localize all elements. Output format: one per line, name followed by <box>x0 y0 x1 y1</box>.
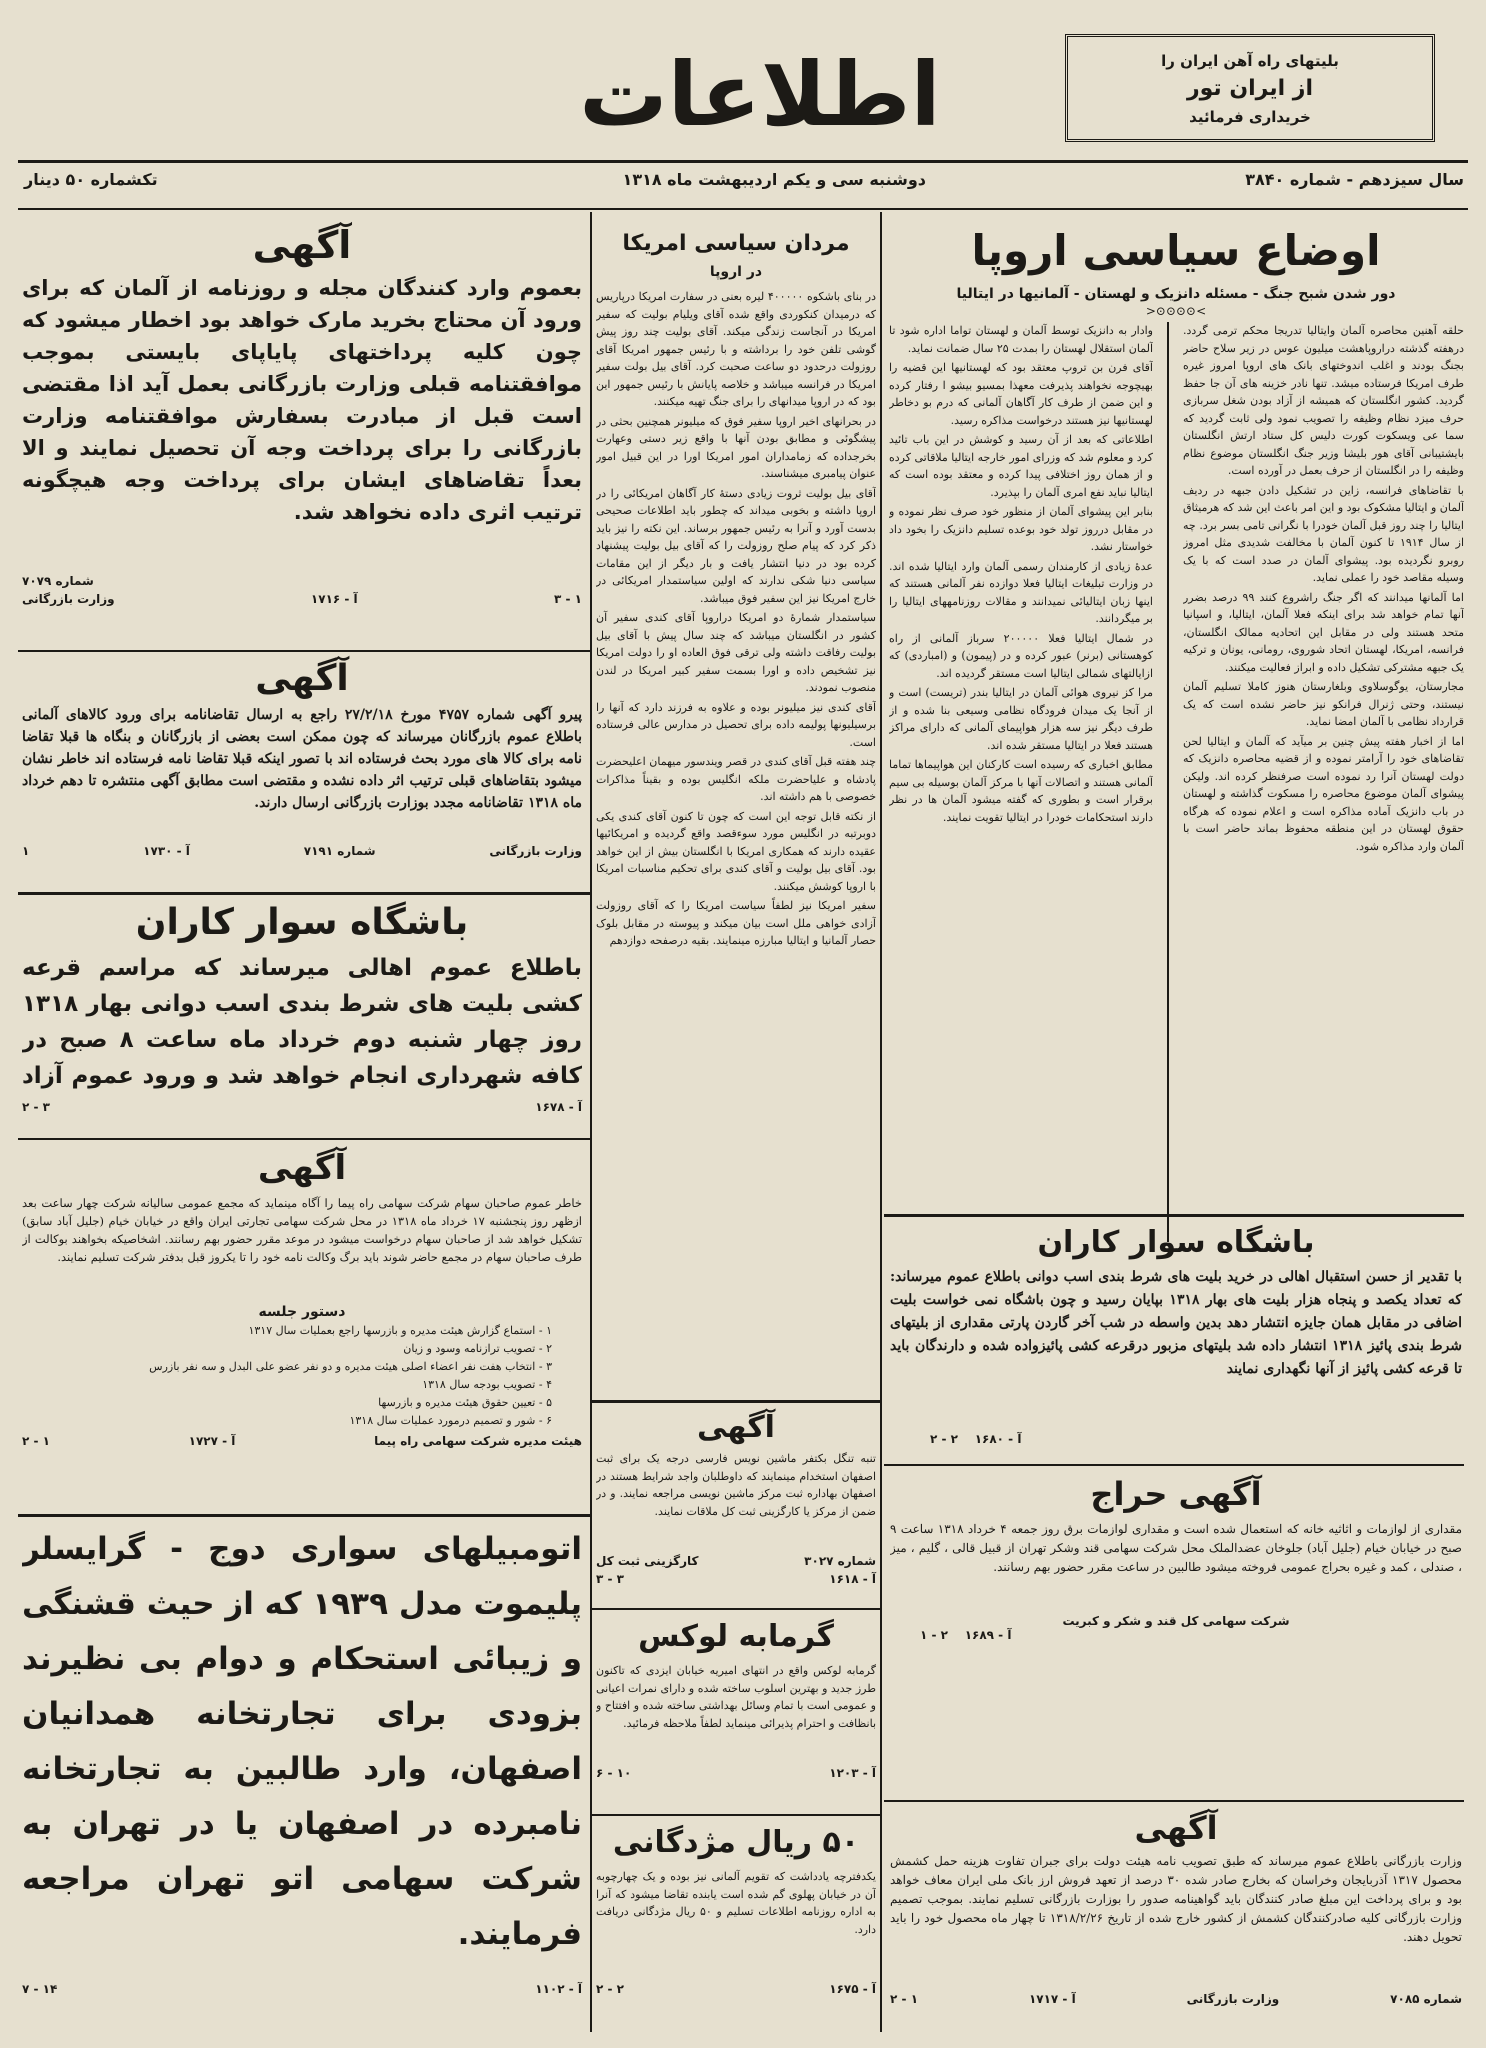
top-rule <box>18 160 1468 163</box>
german-goods-ad <box>22 654 582 894</box>
riders-club-ad <box>22 896 582 1136</box>
automobile-ad <box>22 1522 582 2032</box>
column-middle <box>596 214 876 1394</box>
commerce-ad-body: وزارت بازرگانی باطلاع عموم میرساند که طبق تصویب نامه هیئت دولت برای جبران تفاوت هزینه حمل کشمش محصول ۱۳۱۷ آذربایجان وخراسان که بخارج صادر شده ۳۰ درصد از تعهد فروش ارز بانک ملی ایران معاف خواهد بود و برای پرداخت این مبلغ صادر کنندگان باید گواهینامه صدور را بوزارت بازرگانی تسلیم نمایند. بموجب تصمیم وزارت بازرگانی کلیه صادرکنندگان کشمش از کشور خارج شده از تاریخ ۱۳۱۸/۲/۲۶ تا چهار ماه محصول خود را باید تحویل دهند. <box>890 1854 1462 1944</box>
dateline-issue: سال سیزدهم - شماره ۳۸۴۰ <box>1245 170 1464 189</box>
section-rule <box>592 1814 880 1816</box>
paragraph: چند هفته قبل آقای کندی در قصر ویندسور میهمان اعلیحضرت پادشاه و علیاحضرت ملکه انگلیس بوده و بقیناً مذاکرات خصوصی با هم داشته اند. <box>596 755 876 803</box>
typist-ad-footer-2 <box>596 1572 876 1586</box>
ad-code: آ - ۱۷۲۷ <box>188 1434 236 1448</box>
dateline-rule <box>18 208 1468 210</box>
ornament-divider: >⊙⊙⊙⊙< <box>1145 304 1207 318</box>
americans-headline: مردان سیاسی امریکا <box>622 231 850 256</box>
magazine-ad-title: آگهی <box>252 223 352 267</box>
ad-code: آ - ۱۶۸۹ <box>964 1628 1012 1642</box>
paragraph: سفیر امریکا نیز لطفاً سیاست امریکا را که آقای روزولت آزادی خواهی ملل است بیان میکند و پیوسته در مقابل بلوک حصار آلمانیا و ایتالیا مبارزه مینمایند. بقیه درصفحه دوازدهم <box>596 899 876 947</box>
section-rule <box>884 1800 1464 1802</box>
paragraph: سیاستمدار شمارۀ دو امریکا دراروپا آقای کندی سفیر آن کشور در انگلستان میباشد که چند سال پیش با آقای بیل بولیت رفاقت داشته ولی ترقی فوق العاده او را دولت امریکا نیز تشخیص داده و اورا بسمت سفیر کبیر امریکا در لندن منصوب نمودند. <box>596 611 876 694</box>
ad-ref: شماره ۷۱۹۱ <box>303 844 376 858</box>
section-rule <box>18 650 590 652</box>
paragraph: مرا کز نیروی هوائی آلمان در ایتالیا بندر (تریست) است و از آنجا یک میدان فرودگاه نظامی وسیعی بنا شده و از طرف دیگر نیز سه هزار هواپیمای آلمانی که دارای مراکز هستند فعلا در ایتالیا مستقر شده اند. <box>889 686 1153 752</box>
reward-ad-title: ۵۰ ریال مژدگانی <box>612 1825 860 1860</box>
paragraph: اما آلمانها میدانند که اگر جنگ راشروع کنند ۹۹ درصد بضرر آنها تمام خواهد شد برای اینکه فعلا آلمان، ایتالیا، و اسپانیا متحد هستند ولی در مقابل این اتحادیه ممالک انگلستان، فرانسه، امریکا، لهستان اتحاد شوروی، رومانی، یونان و ترکیه یک جبهه مشترکی تشکیل داده و ابراز فعالیت میکنند. <box>1183 590 1464 674</box>
promo-line-3: خریداری فرمائید <box>1189 108 1311 126</box>
paragraph: مجارستان، یوگوسلاوی وبلغارستان هنوز کاملا تسلیم آلمان نیستند، وحتی ژنرال فرانکو نیز حاضر نشده است که یک قرارداد نظامی با آلمان امضا نماید. <box>1183 680 1464 728</box>
ad-code: آ - ۱۷۳۰ <box>143 844 190 858</box>
ad-org: وزارت بازرگانی <box>489 844 582 858</box>
paragraph: عدۀ زیادی از کارمندان رسمی آلمان وارد ایتالیا شده اند. در وزارت تبلیغات ایتالیا فعلا دوازده نفر آلمانی هستند که اینها زبان ایتالیائی نمیدانند و مقالات روزنامههای ایتالیا را بر میگردانند. <box>889 559 1153 625</box>
paragraph: اطلاعاتی که بعد از آن رسید و کوشش در این باب تائید کرد و معلوم شد که وزرای امور خارجه ایتالیا ملاقاتی کرده و از همان روز اختلافی پیدا کرده و معتقد بوده است که ایتالیا نباید نفع امری آلمان را بپذیرد. <box>889 433 1153 499</box>
dateline-date: دوشنبه سی و یکم اردیبهشت ماه ۱۳۱۸ <box>622 170 926 189</box>
german-goods-ad-title: آگهی <box>255 658 349 699</box>
ad-org: هیئت مدیره شرکت سهامی راه پیما <box>374 1434 582 1448</box>
section-rule <box>18 1138 590 1140</box>
bath-ad-body: گرمابه لوکس واقع در انتهای امیریه خیابان ایزدی که تاکنون طرز جدید و بهترین اسلوب ساخته شده و دارای نمرات اعیانی و عمومی است با تمام وسائل بهداشتی ساخته شده و افتتاح و بانظافت و احترام پذیرائی مینماید لطفاً ملاحظه فرمائید. <box>596 1664 876 1730</box>
riders-club-ad-title: باشگاه سوار کاران <box>135 902 469 943</box>
americans-article <box>596 288 876 1378</box>
automobile-ad-body: اتومبیلهای سواری دوج - گرایسلر پلیموت مدل ۱۹۳۹ که از حیث قشنگی و زیبائی استحکام و دوام بی نظیرند بزودی برای تجارتخانه همدانیان اصفهان، وارد طالبین به تجارتخانه نامبرده در اصفهان یا در تهران به شرکت سهامی اتو تهران مراجعه فرمایند. <box>22 1531 582 1952</box>
ad-seq: ۱ - ۲ <box>22 1434 50 1448</box>
ad-seq: ۱ - ۲ <box>920 1628 948 1642</box>
riders-club-ad-2 <box>890 1220 1462 1460</box>
agenda-item: ۵ - تعیین حقوق هیئت مدیره و بازرسها <box>378 1396 552 1409</box>
paragraph: در بحرانهای اخیر اروپا سفیر فوق که میلیونر همچنین بحثی در پیشگوئی و مطابق بودن آنها با واقع زیر دستی وعهارت بخرجداده که زمامداران امور امریکا اورا در این قبیل امور عنوان پیامبری میشناسند. <box>596 414 876 480</box>
agenda-item: ۴ - تصویب بودجه سال ۱۳۱۸ <box>422 1378 552 1391</box>
shareholders-ad-body: خاطر عموم صاحبان سهام شرکت سهامی راه پیما را آگاه مینماید که مجمع عمومی سالیانه شرکت چهار ساعت بعد ازظهر روز پنجشنبه ۱۷ خرداد ماه ۱۳۱۸ در محل شرکت سهامی تجارتی ایران واقع در خیابان خیام (جلیل آباد سابق) تشکیل خواهد شد از صاحبان سهام درخواست میشود در موعد مقرر حضور بهم رسانند. اشخاصیکه بخواهند بوکالت از طرف صاحبان سهام در مجمع حاضر شوند باید برگ وکالت نامه خود را تا یکروز قبل بدفتر شرکت تسلیم نمایند. <box>22 1196 582 1264</box>
paragraph: از نکته قابل توجه این است که چون تا کنون آقای کندی یکی دوبرتبه در انگلیس مورد سوءقصد واقع گردیده و امریکائیها عقیده دارند که همکاری امریکا با انگلستان بیش از این خواهد بود. آقای بیل بولیت و آقای کندی برای تحکیم مناسبات امریکا با اروپا کوشش میکنند. <box>596 809 876 893</box>
ad-seq: ۱ - ۲ <box>890 1992 919 2006</box>
ad-ref: شماره ۳۰۲۷ <box>804 1554 876 1568</box>
reward-ad-body: یکدفترچه یادداشت که تقویم آلمانی نیز بوده و یک چهارچوبه آن در خیابان پهلوی گم شده است یابنده تقاضا میشود که آنرا به اداره روزنامه اطلاعات تسلیم و ۵۰ ریال مژدگانی دریافت دارد. <box>596 1870 876 1936</box>
paragraph: آقای فرن بن تروپ معتقد بود که لهستانیها این قضیه را بهیچوجه نخواهند پذیرفت معهذا بمسیو بیشو ا رفتار کرده و این ضمن از طرف کار آگاهان آلمانی که درم بو دخاطر لهستانیها نیز هستند درخواست مذاکره رسید. <box>889 361 1153 427</box>
ad-seq: ۱ <box>22 844 30 858</box>
europe-article-col-b <box>889 322 1153 1242</box>
section-rule <box>884 1214 1464 1217</box>
masthead-title: اطلاعات <box>579 43 941 146</box>
reward-ad <box>596 1818 876 2028</box>
reward-ad-footer <box>596 1982 876 1996</box>
promo-line-2: از ایران تور <box>1186 76 1314 101</box>
promo-box <box>1065 34 1435 142</box>
magazine-ad-ref: شماره ۷۰۷۹ <box>22 574 94 588</box>
europe-headline: اوضاع سیاسی اروپا <box>971 226 1381 275</box>
bath-ad-title: گرمابه لوکس <box>638 1619 834 1654</box>
commerce-ad-title: آگهی <box>1134 1809 1218 1847</box>
agenda-item: ۲ - تصویب ترازنامه وسود و زیان <box>403 1342 552 1355</box>
bath-ad-footer <box>596 1766 876 1780</box>
auction-body: مقداری از لوازمات و اثاثیه خانه که استعمال شده است و مقداری لوازمات برق روز جمعه ۴ خرداد ۱۳۱۸ ساعت ۹ صبح در خیابان خیام (جلیل آباد) جلوخان عضدالملک محل شرکت سهامی قند وشکر تهران از قبیل قالی ، گلیم ، میز ، صندلی ، کمد و غیره بحراج عمومی فروخته میشود طالبین در ساعت مقرر حضور بهم رسانند. <box>890 1522 1462 1574</box>
paragraph: آقای بیل بولیت ثروت زیادی دستهٔ کار آگاهان امریکائی را در اروپا داشته و بخوبی میداند که چطور باید اطلاعات صحیحی بدست آورد و آنرا به رئیس جمهور برساند. این نکته را نیز باید ذکر کرد که پیام صلح روزولت را که آقای بیل بولیت پیشنهاد کرده بود در دنیا انتشار یافت و بار دیگر از این مقامات سیاسی دنیا شکی ندارند که اولین سیاستمدار امریکائی در خارج امریکا نیز این سفیر فوق میباشد. <box>596 486 876 605</box>
paragraph: در بنای باشکوه ۴۰۰۰۰۰ لیره بعنی در سفارت امریکا درپاریس که درمیدان کنکوردی واقع شده آقای ویلیام بولیت که سفیر امریکا در آنجاست زندگی میکند. آقای بولیت چند روز پیش گوشی تلفن خود را برداشته و با رئیس جمهور امریکا آقای روزولت درحدود دو ساعت صحبت کرد. آقای بیل بولت سفیر امریکا در فرانسه میباشد و خلاصه پایانش با رئیس جمهور این بود که در اروپا میدانهای را برای جنگ تهیه میکنند. <box>596 290 876 408</box>
paragraph: در شمال ایتالیا فعلا ۲۰۰۰۰۰ سرباز آلمانی از راه کوهستانی (برنر) عبور کرده و در (پیمون) و (امباردی) که ازایالتهای شمالی ایتالیا است مستقر گردیده اند. <box>889 631 1153 680</box>
riders-club-body: با تقدیر از حسن استقبال اهالی در خرید بلیت های شرط بندی اسب دوانی باطلاع عموم میرساند: که تعداد یکصد و پنجاه هزار بلیت های بهار ۱۳۱۸ بپایان رسید و چون باشگاه نمی خواست بلیت اضافی در مقابل همان جایزه انتشار دهد بدین واسطه در شب آخر گاردن پارتی مقداری از بلیتهای شرط بندی پائیز ۱۳۱۸ انتشار داده شد بلیتهای مزبور درقرعه کشی پائیزواده شده و دارندگان باید تا قرعه کشی پائیز از آنها نگهداری نمایند <box>890 1269 1462 1377</box>
section-rule <box>592 1608 880 1610</box>
ad-seq: ۶ - ۱۰ <box>596 1766 632 1780</box>
typist-ad-footer <box>596 1554 876 1568</box>
paragraph: وادار به دانزیک توسط آلمان و لهستان تواما اداره شود تا آلمان استقلال لهستان را بمدت ۲۵ سال ضمانت نماید. <box>889 324 1153 355</box>
commerce-ad-footer <box>890 1992 1462 2006</box>
agenda-title: دستور جلسه <box>258 1304 346 1320</box>
bath-ad <box>596 1612 876 1812</box>
ad-org: کارگزینی ثبت کل <box>596 1554 699 1568</box>
ad-ref: شماره ۷۰۸۵ <box>1390 1992 1462 2006</box>
riders-club-title: باشگاه سوار کاران <box>1037 1225 1315 1260</box>
paragraph: حلقه آهنین محاصره آلمان وایتالیا تدریجا محکم ترمی گردد. درهفته گذشته دراروپاهشت میلیون عوس در زیر سلاح حاضر بجنگ بودند و اغلب اندوختهای بانک های اروپا امروز غیره طرف امریکا فرستاده میشد. تنها نادر خزینه های آن جا حفظ گردید. کشور انگلستان که همیشه از آزاد بودن شغل سربازی حرف میزد نظام وظیفه را تصویب نمود ولی ثابت گردید که سما عی ویسکوت کورت دلیس کل ستاد ارتش انگلستان بایشتیبانی آقای هور بلیشا وزیر جنگ انگلستان موضوع نظام وظیفه را در انگلستان از حرف بعمل در آورده است. <box>1183 324 1464 477</box>
riders-club-ad-body: باطلاع عموم اهالی میرساند که مراسم قرعه کشی بلیت های شرط بندی اسب دوانی بهار ۱۳۱۸ روز چهار شنبه دوم خرداد ماه ساعت ۸ صبح در کافه شهرداری انجام خواهد شد و ورود عموم آزاد <box>22 955 582 1089</box>
ad-code: آ - ۱۶۱۸ <box>829 1572 876 1586</box>
ad-seq: ۲ - ۲ <box>930 1432 958 1446</box>
dateline-price: تکشماره ۵۰ دینار <box>24 170 158 189</box>
shareholders-ad-footer <box>22 1434 582 1448</box>
ad-seq: ۷ - ۱۴ <box>22 1982 58 1996</box>
automobile-ad-footer <box>22 1982 582 1996</box>
agenda-item: ۳ - انتخاب هفت نفر اعضاء اصلی هیئت مدیره و دو نفر عضو علی البدل و سه نفر بازرس <box>149 1360 552 1373</box>
europe-article <box>888 322 1464 1242</box>
ad-code: آ - ۱۱۰۲ <box>535 1982 582 1996</box>
magazine-import-ad <box>22 218 582 648</box>
shareholders-ad-title: آگهی <box>257 1148 347 1188</box>
ad-org: وزارت بازرگانی <box>22 592 115 606</box>
section-rule <box>18 1514 590 1517</box>
magazine-ad-body: بعموم وارد کنندگان مجله و روزنامه از آلمان که برای ورود آن محتاج بخرید مارک خواهد بود اخطار میشود که چون کلیه پرداختهای پایاپای بایستی بموجب موافقتنامه قبلی وزارت بازرگانی بعمل آید اذا مقتضی است قبل از مبادرت بسفارش موافقتنامه وزارت بازرگانی را برای پرداخت وجه آن تحصیل نمایند و الا بعداً تقاضاهای ایشان برای پرداخت وجه هیچگونه ترتیب اثری داده نخواهد شد. <box>22 276 582 524</box>
inner-divider <box>1167 322 1169 1242</box>
ad-code: آ - ۱۶۸۰ <box>974 1432 1022 1446</box>
riders-club-ad-footer <box>22 1100 582 1114</box>
ad-code: آ - ۱۶۷۸ <box>535 1100 582 1114</box>
agenda-item: ۶ - شور و تصمیم درمورد عملیات سال ۱۳۱۸ <box>349 1414 552 1427</box>
paragraph: با تقاضاهای فرانسه، زاین در تشکیل دادن جبهه در ردیف آلمان و ایتالیا مشکوک بود و این امر باعث این شد که هرمیثاق ایتالیا را چند روز قبل آلمان خودرا با نگرانی تامی بسر برد. چه از سال ۱۹۱۴ تا کنون آلمان با مخالفت شدیدی مثل امروز روبرو نگردیده بود. پیشوای آلمان در صدد است که با یک وسیله مقاصد خود را عملی نماید. <box>1183 483 1464 584</box>
ad-seq: ۲ - ۳ <box>22 1100 50 1114</box>
german-goods-ad-body: پیرو آگهی شماره ۴۷۵۷ مورخ ۲۷/۲/۱۸ راجع به ارسال تقاضانامه برای ورود کالاهای آلمانی باطلاع عموم بازرگانان میرساند که چون ممکن است بعضی از بازرگانان و بنگاه ها قبلا تقاضا نامه برای کالا های مورد بحث فرستاده اند با تصور اینکه قبلا تقاضا نامه فرستاده اند خاطر نشان میشود بتقاضاهای قبلی ترتیب اثر داده نشده و مقتضی است مطابق آگهی منتشره تا دهم خرداد ماه ۱۳۱۸ تقاضانامه مجدد بوزارت بازرگانی ارسال دارند. <box>22 707 582 811</box>
ad-ref-number <box>930 1432 1021 1446</box>
ad-seq: ۳ - ۳ <box>596 1572 624 1586</box>
german-goods-ad-footer <box>22 844 582 858</box>
europe-subhead: دور شدن شبح جنگ - مسئله دانزیک و لهستان - آلمانیها در ایتالیا <box>956 286 1396 302</box>
commerce-ad <box>890 1804 1462 2034</box>
ad-seq: ۲ - ۲ <box>596 1982 624 1996</box>
agenda-list <box>22 1322 582 1430</box>
ad-code: آ - ۱۷۱۶ <box>310 592 358 606</box>
ad-ref-number <box>920 1628 1011 1642</box>
section-rule <box>884 1464 1464 1466</box>
ad-code: آ - ۱۲۰۳ <box>829 1766 876 1780</box>
paragraph: بنابر این پیشوای آلمان از منظور خود صرف نظر نموده و در مقابل درروز تولد خود بوعده تسلیم دانزیک را بخود داد خواستار نشد. <box>889 505 1153 553</box>
promo-line-1: بلیتهای راه آهن ایران را <box>1161 52 1339 70</box>
ad-seq: ۱ - ۳ <box>554 592 582 606</box>
typist-ad-body: تنبه تنگل بکتفر ماشین نویس فارسی درجه یک برای ثبت اصفهان استخدام مینمایند که داوطلبان واجد شرایط هستند در اصفهان بهاداره ثبت مرکز ماشین نویسی مراجعه نمایند. و در ضمن از مرکز یا کارگزینی ثبت کل ملاقات نمایند. <box>596 1452 876 1518</box>
paragraph: مطابق اخباری که رسیده است کارکنان این هواپیماها تماما آلمانی هستند و اتصالات آنها با مرکز آلمان بوسیله بی سیم برقرار است و بطوری که گفته میشود آلمان ها در نظر دارند استحکامات خودرا در ایتالیا تقویت نمایند. <box>889 758 1153 824</box>
ad-org: وزارت بازرگانی <box>1186 1992 1280 2006</box>
europe-article-col-a <box>1183 322 1464 1242</box>
ad-code: آ - ۱۶۷۵ <box>829 1982 876 1996</box>
auction-ad <box>890 1468 1462 1798</box>
ad-code: آ - ۱۷۱۷ <box>1028 1992 1076 2006</box>
paragraph: اما از اخبار هفته پیش چنین بر میآید که آلمان و ایتالیا لحن تقاضاهای خود را آرامتر نموده و از قضیه محاصره دانزیک که دولت لهستان آنرا رد نموده است صرفنظر کرده اند. ولیکن پیشوای آلمان موضوع محاصره را مسکوت گذاشته و لهستان در باب دانزیک آماده مذاکره است و اعلام نموده که هرگاه حقوق لهستان در این منطقه محفوظ بماند حاضر است با آلمان وارد مذاکره شود. <box>1183 734 1464 853</box>
column-divider-1 <box>880 212 882 2032</box>
paragraph: آقای کندی نیز میلیونر بوده و علاوه به فرزند دارد که آنها را برسیلیونها پولیمه داده برای تحصیل در مدارس عالی فرستاده است. <box>596 700 876 749</box>
auction-title: آگهی حراج <box>1090 1475 1262 1513</box>
typist-ad <box>596 1406 876 1606</box>
shareholders-ad <box>22 1142 582 1512</box>
americans-subhead: در اروپا <box>709 264 763 280</box>
typist-ad-title: آگهی <box>697 1410 775 1445</box>
column-divider-2 <box>590 212 592 2032</box>
section-rule <box>18 892 590 895</box>
agenda-item: ۱ - استماع گزارش هیئت مدیره و بازرسها راجع بعملیات سال ۱۳۱۷ <box>248 1324 552 1337</box>
auction-org: شرکت سهامی کل قند و شکر و کبریت <box>1062 1614 1290 1628</box>
magazine-ad-footer <box>22 592 582 606</box>
section-rule <box>592 1400 880 1403</box>
